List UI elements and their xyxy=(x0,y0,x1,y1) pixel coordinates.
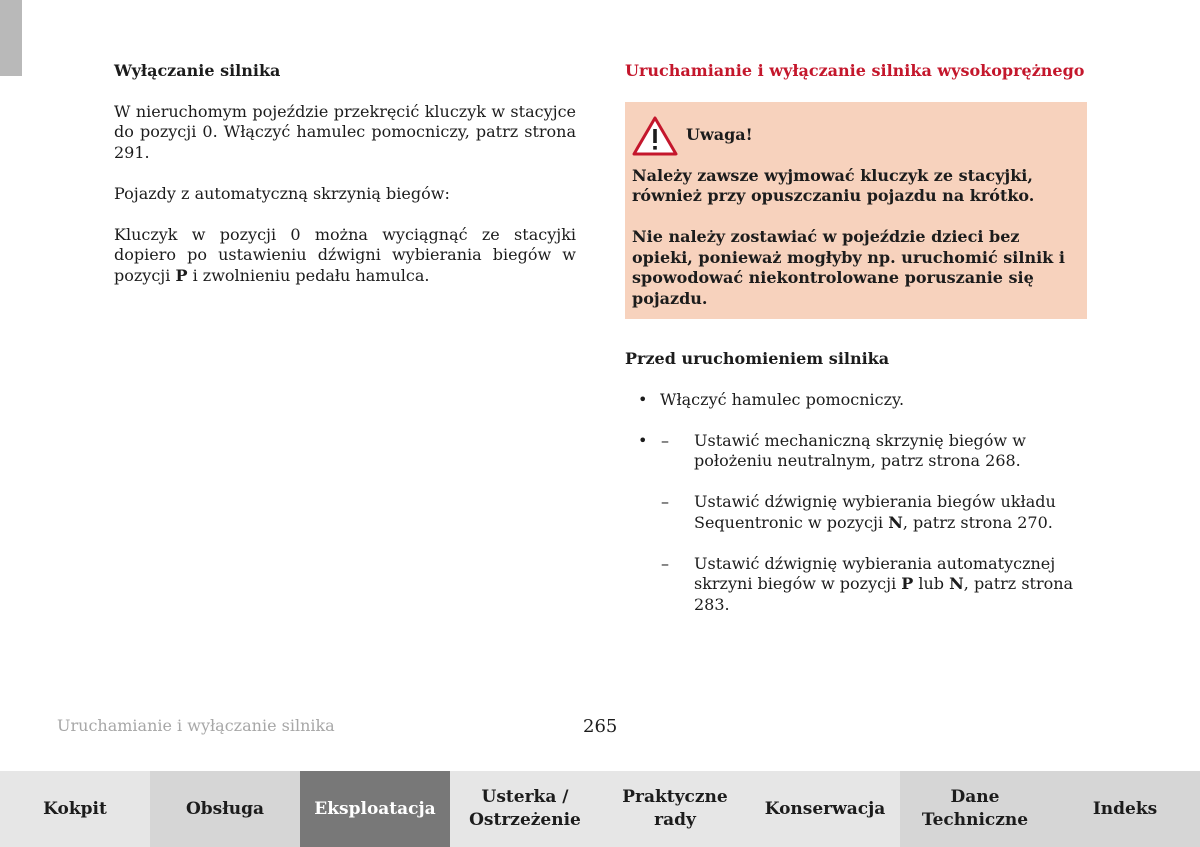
dash-marker: – xyxy=(661,492,669,511)
bullet-marker: • xyxy=(638,389,648,409)
paragraph-automatic: Pojazdy z automatyczną skrzynią biegów: xyxy=(114,183,450,203)
dash-marker: – xyxy=(661,553,669,573)
nav-tab-konserwacja[interactable]: Konserwacja xyxy=(750,771,900,847)
nav-tab-eksploatacja[interactable]: Eksploatacja xyxy=(300,771,450,847)
warning-text-key: Należy zawsze wyjmować kluczyk ze stacyjki, również przy opuszczaniu pojazdu na krótko. xyxy=(632,165,1035,205)
paragraph-turn-key: W nieruchomym pojeździe przekręcić kluczyk w stacyjce do pozycji 0. Włączyć hamulec pomocniczy, patrz strona 291. xyxy=(114,101,576,162)
nav-tab-kokpit[interactable]: Kokpit xyxy=(0,771,150,847)
warning-triangle-icon xyxy=(632,116,678,156)
nav-tab-praktyczne-rady[interactable]: Praktyczne rady xyxy=(600,771,750,847)
list-item: – Ustawić dźwignię wybierania biegów układu Sequentronic w pozycji N, patrz strona 270. xyxy=(661,492,1056,532)
list-item: – Ustawić dźwignię wybierania automatycznej skrzyni biegów w pozycji P lub N, patrz strona 283. xyxy=(661,553,1074,614)
bullet-marker: • xyxy=(638,430,648,450)
paragraph-key-removal: Kluczyk w pozycji 0 można wyciągnąć ze stacyjki dopiero po ustawieniu dźwigni wybierania biegów w pozycji P i zwolnieniu pedału hamulca. xyxy=(114,224,576,285)
bottom-navigation xyxy=(0,771,1200,847)
warning-text-children: Nie należy zostawiać w pojeździe dzieci bez opieki, ponieważ mogłyby np. uruchomić silnik i spowodować niekontrolowane poruszanie się pojazdu. xyxy=(632,227,1065,308)
list-item: • – Ustawić mechaniczną skrzynię biegów w położeniu neutralnym, patrz strona 268. xyxy=(638,430,1026,470)
dash-marker: – xyxy=(661,430,669,450)
sub-heading-before-start: Przed uruchomieniem silnika xyxy=(625,349,890,368)
nav-tab-dane-techniczne[interactable]: Dane Techniczne xyxy=(900,771,1050,847)
gear-position-p: P xyxy=(175,265,188,285)
corner-tab xyxy=(0,0,22,76)
left-column xyxy=(114,61,576,307)
section-heading-engine-off: Wyłączanie silnika xyxy=(114,61,281,80)
nav-tab-indeks[interactable]: Indeks xyxy=(1050,771,1200,847)
nav-tab-obsluga[interactable]: Obsługa xyxy=(150,771,300,847)
nav-tab-usterka[interactable]: Usterka / Ostrzeżenie xyxy=(450,771,600,847)
footer-section-title: Uruchamianie i wyłączanie silnika xyxy=(57,716,335,735)
warning-box xyxy=(625,102,1087,320)
warning-header xyxy=(632,116,1079,156)
page-number: 265 xyxy=(583,716,618,737)
right-column xyxy=(625,61,1087,636)
warning-title: Uwaga! xyxy=(686,125,753,145)
list-item: • Włączyć hamulec pomocniczy. xyxy=(638,389,905,409)
section-heading-diesel: Uruchamianie i wyłączanie silnika wysokoprężnego xyxy=(625,61,1085,80)
